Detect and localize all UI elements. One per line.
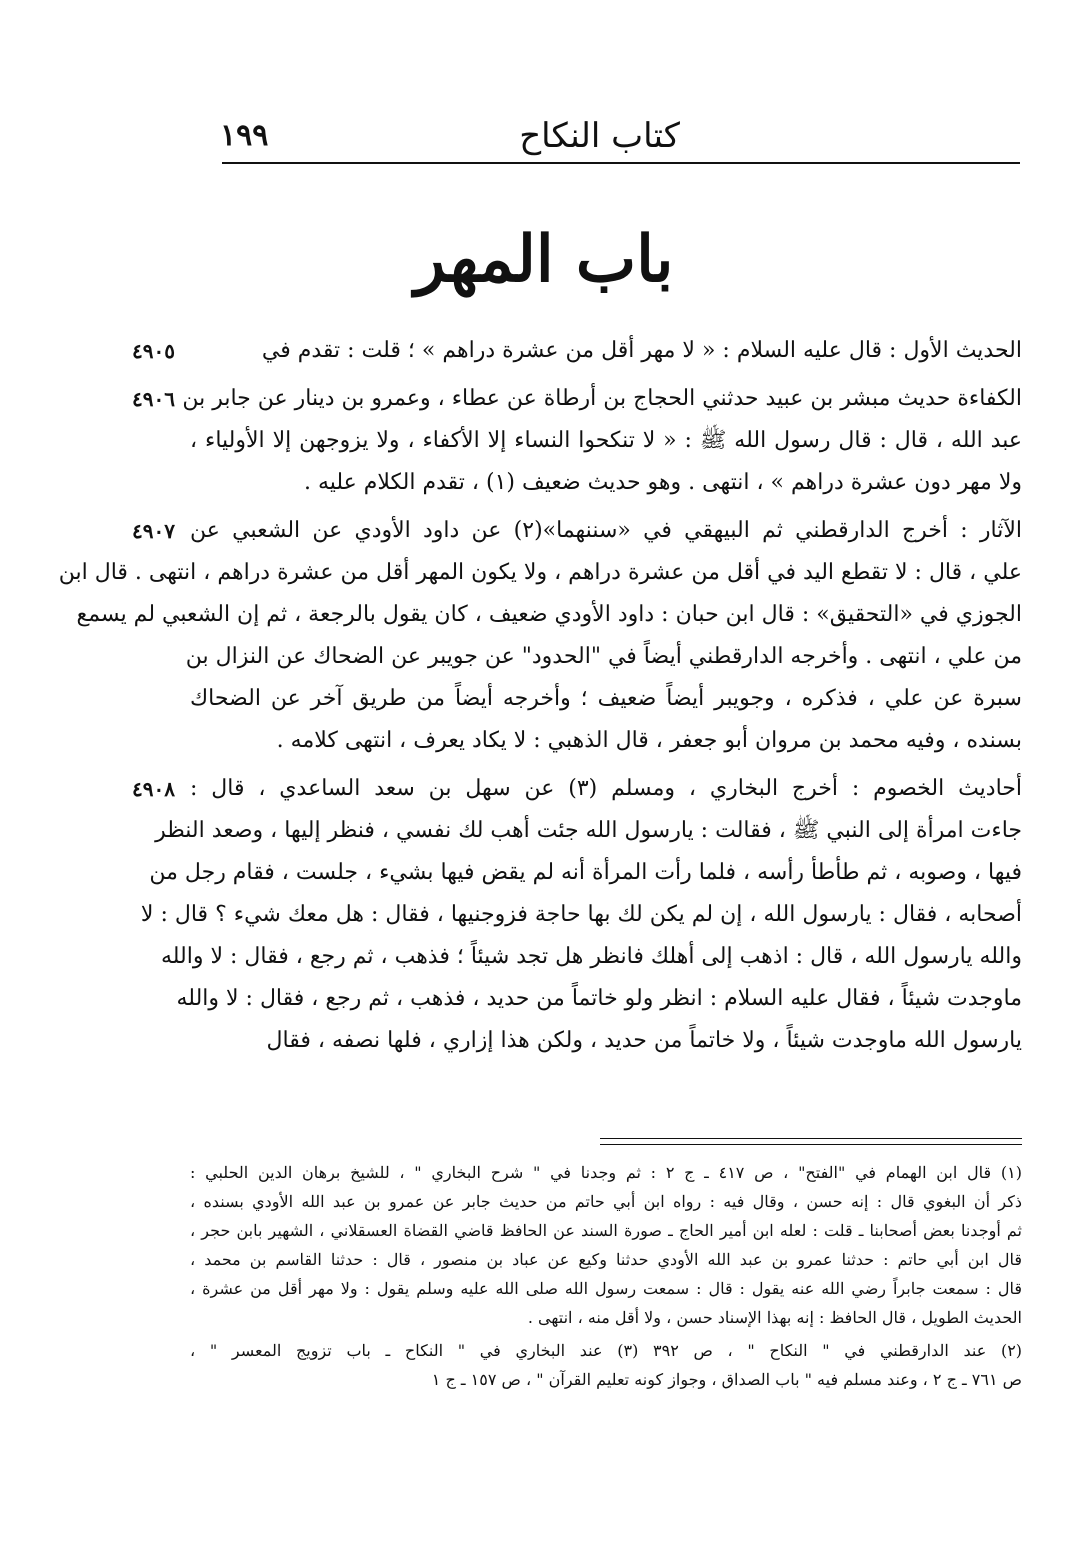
text-line: الحديث الأول : قال عليه السلام : « لا مهر أقل من عشرة دراهم » ؛ قلت : تقدم في — [261, 338, 1022, 363]
main-text — [58, 330, 1023, 1068]
text-line: فيها ، وصوبه ، ثم طأطأ رأسه ، فلما رأت المرأة أنه لم يقض فيها بشيء ، جلست ، فقام رجل من — [149, 860, 1022, 885]
text-line: من علي ، انتهى . وأخرجه الدارقطني أيضاً في "الحدود" عن جويبر عن الضحاك عن النزال بن — [185, 644, 1022, 669]
paragraph — [58, 510, 1022, 762]
footnote-rule — [600, 1138, 1022, 1139]
hadith-number: ٤٩٠٧ — [132, 519, 175, 543]
footnote-line: قال : سمعت جابراً رضي الله عنه يقول : قال : سمعت رسول الله صلى الله عليه وسلم يقول : ولا مهر أقل من عشرة ، — [190, 1279, 1022, 1298]
text-line: أحاديث الخصوم : أخرج البخاري ، ومسلم (٣) عن سهل بن سعد الساعدي ، قال : — [190, 776, 1023, 801]
text-line: الآثار : أخرج الدارقطني ثم البيهقي في «سننهما»(٢) عن داود الأودي عن الشعبي عن — [190, 518, 1022, 543]
hadith-number: ٤٩٠٨ — [132, 777, 175, 801]
text-line: أصحابه ، فقال : يارسول الله ، إن لم يكن لك بها حاجة فزوجنيها ، فقال : هل معك شيء ؟ قال : لا — [140, 902, 1022, 927]
paragraph — [132, 330, 1022, 372]
text-line: الكفاءة حديث مبشر بن عبيد حدثني الحجاج بن أرطاة عن عطاء ، وعمرو بن دينار عن جابر بن — [182, 386, 1022, 411]
footnote-line: ذكر أن البغوي قال : إنه حسن ، وقال فيه : رواه ابن أبي حاتم من حديث جابر عن عمرو بن عبد الله الأودي بسنده ، — [190, 1192, 1022, 1211]
chapter-title: باب المهر — [414, 222, 674, 297]
page-number: ١٩٩ — [220, 118, 269, 153]
text-line: يارسول الله ماوجدت شيئاً ، ولا خاتماً من حديد ، ولكن هذا إزاري ، فلها نصفه ، فقال — [266, 1028, 1022, 1053]
footnote-line: الحديث الطويل ، قال الحافظ : إنه بهذا الإسناد حسن ، ولا أقل منه ، انتهى . — [527, 1308, 1022, 1327]
text-line: سبرة عن علي ، فذكره ، وجويبر أيضاً ضعيف ؛ وأخرجه أيضاً من طريق آخر عن الضحاك — [190, 686, 1022, 711]
text-line: جاءت امرأة إلى النبي ﷺ ، فقالت : يارسول الله جئت أهب لك نفسي ، فنظر إليها ، وصعد النظر — [155, 818, 1022, 843]
header-rule — [222, 162, 1020, 164]
paragraph — [132, 768, 1023, 1062]
running-header — [220, 116, 1020, 164]
text-line: عبد الله ، قال : قال رسول الله ﷺ : « لا تنكحوا النساء إلا الأكفاء ، ولا يزوجهن إلا الأولياء ، — [190, 428, 1022, 453]
hadith-number: ٤٩٠٥ — [132, 339, 175, 363]
running-header-title: كتاب النكاح — [519, 116, 680, 156]
text-line: ماوجدت شيئاً ، فقال عليه السلام : انظر ولو خاتماً من حديد ، فذهب ، ثم رجع ، فقال : لا والله — [176, 986, 1022, 1011]
footnotes — [190, 1158, 1022, 1398]
footnote-line: ثم أوجدنا بعض أصحابنا ـ قلت : لعله ابن أمير الحاج ـ صورة السند عن الحافظ قاضي القضاة العسقلاني ، الشهير بابن حجر ، — [190, 1221, 1022, 1240]
footnote-line: (١) قال ابن الهمام في "الفتح" ، ص ٤١٧ ـ ج ٢ : ثم وجدنا في " شرح البخاري " ، للشيخ برهان الدين الحلبي : — [190, 1163, 1023, 1182]
footnote-line: ص ٧٦١ ـ ج ٢ ، وعند مسلم فيه " باب الصداق ، وجواز كونه تعليم القرآن " ، ص ١٥٧ ـ ج ١ — [431, 1370, 1022, 1389]
footnote — [190, 1336, 1022, 1394]
footnote-rule — [600, 1144, 1022, 1145]
footnote — [190, 1158, 1022, 1332]
text-line: ولا مهر دون عشرة دراهم » ، انتهى . وهو حديث ضعيف (١) ، تقدم الكلام عليه . — [303, 470, 1022, 495]
text-line: بسنده ، وفيه محمد بن مروان أبو جعفر ، قال الذهبي : لا يكاد يعرف ، انتهى كلامه . — [276, 728, 1022, 753]
text-line: الجوزي في «التحقيق» : قال ابن حبان : داود الأودي ضعيف ، كان يقول بالرجعة ، ثم إن الشعبي لم يسمع — [76, 602, 1022, 627]
hadith-number: ٤٩٠٦ — [132, 387, 175, 411]
footnote-line: (٢) عند الدارقطني في " النكاح " ، ص ٣٩٢ (٣) عند البخاري في " النكاح ـ باب تزويج المعسر " ، — [190, 1341, 1023, 1360]
footnote-line: قال ابن أبي حاتم : حدثنا عمرو بن عبد الله الأودي حدثنا وكيع عن عباد بن منصور ، قال : حدثنا القاسم بن محمد ، — [190, 1250, 1022, 1269]
text-line: والله يارسول الله ، قال : اذهب إلى أهلك فانظر هل تجد شيئاً ؛ فذهب ، ثم رجع ، فقال : لا والله — [160, 944, 1022, 969]
paragraph — [132, 378, 1022, 504]
text-line: علي ، قال : لا تقطع اليد في أقل من عشرة دراهم ، ولا يكون المهر أقل من عشرة دراهم ، انتهى . قال ابن — [58, 560, 1022, 585]
